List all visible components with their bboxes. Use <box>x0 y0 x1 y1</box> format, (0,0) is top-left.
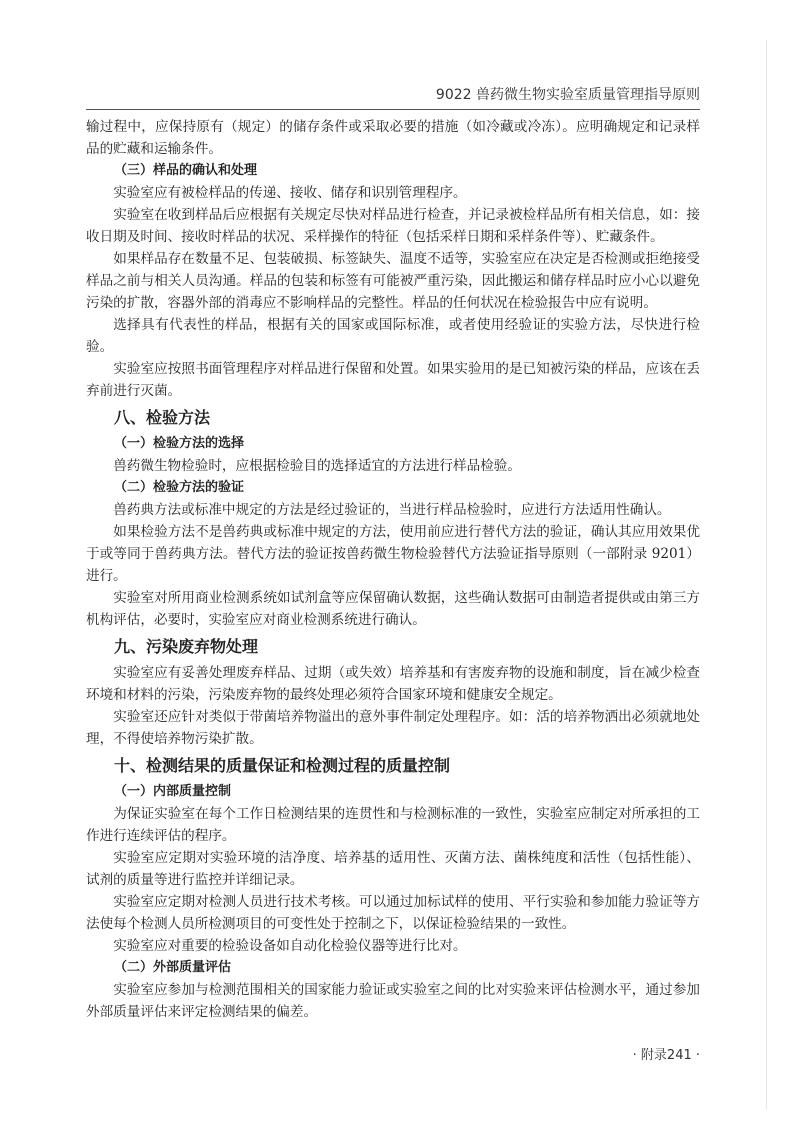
running-header: 9022 兽药微生物实验室质量管理指导原则 <box>435 87 700 103</box>
paragraph: 实验室对所用商业检测系统如试剂盒等应保留确认数据，这些确认数据可由制造者提供或由第三方机构评估，必要时，实验室应对商业检测系统进行确认。 <box>86 590 700 628</box>
paragraph: 实验室应对重要的检验设备如自动化检验仪器等进行比对。 <box>113 938 467 954</box>
paragraph: 如果检验方法不是兽药典或标准中规定的方法，使用前应进行替代方法的验证，确认其应用效果优于或等同于兽药典方法。替代方法的验证按兽药微生物检验替代方法验证指导原则（一部附录 9201）进行。 <box>86 524 700 584</box>
paragraph: 实验室在收到样品后应根据有关规定尽快对样品进行检查，并记录被检样品所有相关信息，如：接收日期及时间、接收时样品的状况、采样操作的特征（包括采样日期和采样条件等）、贮藏条件。 <box>86 207 700 245</box>
paragraph: 实验室应有被检样品的传递、接收、储存和识别管理程序。 <box>113 185 467 201</box>
paragraph: 为保证实验室在每个工作日检测结果的连贯性和与检测标准的一致性，实验室应制定对所承担的工作进行连续评估的程序。 <box>86 806 700 844</box>
page-number: · 附录241 · <box>632 1048 700 1063</box>
header-rule <box>86 109 700 110</box>
paragraph: 实验室还应针对类似于带菌培养物溢出的意外事件制定处理程序。如：活的培养物洒出必须就地处理，不得使培养物污染扩散。 <box>86 709 700 747</box>
paragraph: 实验室应定期对实验环境的洁净度、培养基的适用性、灭菌方法、菌株纯度和活性（包括性能）、试剂的质量等进行监控并详细记录。 <box>86 850 700 888</box>
section-heading: 十、检测结果的质量保证和检测过程的质量控制 <box>114 756 451 775</box>
subsection-heading: （二）检验方法的验证 <box>114 480 245 495</box>
section-heading: 八、检验方法 <box>114 408 211 427</box>
paragraph: 实验室应按照书面管理程序对样品进行保留和处置。如果实验用的是已知被污染的样品，应该在丢弃前进行灭菌。 <box>86 361 700 399</box>
paragraph: 如果样品存在数量不足、包装破损、标签缺失、温度不适等，实验室应在决定是否检测或拒绝接受样品之前与相关人员沟通。样品的包装和标签有可能被严重污染，因此搬运和储存样品时应小心以避免污染的扩散，容器外部的消毒应不影响样品的完整性。样品的任何状况在检验报告中应有说明。 <box>86 251 700 311</box>
paragraph: 实验室应定期对检测人员进行技术考核。可以通过加标试样的使用、平行实验和参加能力验证等方法使每个检测人员所检测项目的可变性处于控制之下，以保证检验结果的一致性。 <box>86 894 700 932</box>
paragraph: 实验室应参加与检测范围相关的国家能力验证或实验室之间的比对实验来评估检测水平，通过参加外部质量评估来评定检测结果的偏差。 <box>86 982 700 1020</box>
subsection-heading: （二）外部质量评估 <box>114 960 232 975</box>
scan-edge-line <box>766 40 767 1110</box>
subsection-heading: （三）样品的确认和处理 <box>114 163 258 178</box>
paragraph: 实验室应有妥善处理废弃样品、过期（或失效）培养基和有害废弃物的设施和制度，旨在减少检查环境和材料的污染，污染废弃物的最终处理必须符合国家环境和健康安全规定。 <box>86 665 700 703</box>
paragraph: 输过程中，应保持原有（规定）的储存条件或采取必要的措施（如冷藏或冷冻）。应明确规定和记录样品的贮藏和运输条件。 <box>86 119 700 157</box>
paragraph: 选择具有代表性的样品，根据有关的国家或国际标准，或者使用经验证的实验方法，尽快进行检验。 <box>86 317 700 355</box>
subsection-heading: （一）检验方法的选择 <box>114 436 245 451</box>
paragraph: 兽药典方法或标准中规定的方法是经过验证的，当进行样品检验时，应进行方法适用性确认。 <box>113 502 671 518</box>
subsection-heading: （一）内部质量控制 <box>114 784 232 799</box>
paragraph: 兽药微生物检验时，应根据检验目的选择适宜的方法进行样品检验。 <box>113 458 521 474</box>
body-text <box>86 116 700 1023</box>
section-heading: 九、污染废弃物处理 <box>114 637 259 656</box>
